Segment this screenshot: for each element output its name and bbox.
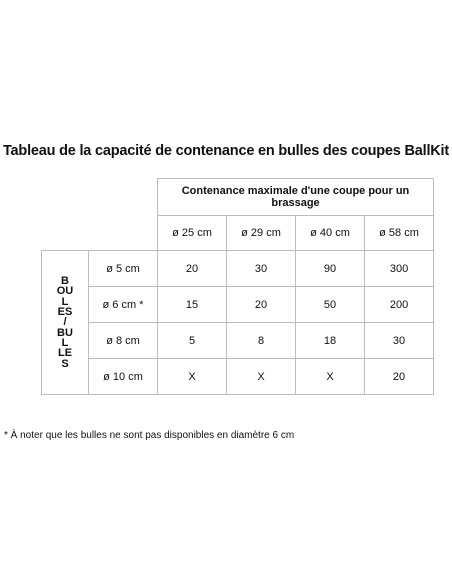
cup-size-header: ø 40 cm [296, 216, 365, 251]
empty-corner-cell [42, 179, 158, 251]
capacity-value: 30 [365, 323, 434, 359]
cup-size-header: ø 25 cm [158, 216, 227, 251]
capacity-value: 200 [365, 287, 434, 323]
capacity-value: X [227, 359, 296, 395]
table-row [42, 323, 434, 359]
side-label-boules-bulles: B OU L ES / BU L LE S [42, 251, 89, 395]
capacity-value: 18 [296, 323, 365, 359]
table-row [42, 287, 434, 323]
capacity-value: 30 [227, 251, 296, 287]
capacity-value: 8 [227, 323, 296, 359]
capacity-header: Contenance maximale d'une coupe pour un brassage [158, 179, 434, 216]
ball-size-label: ø 6 cm * [89, 287, 158, 323]
table-row [42, 359, 434, 395]
capacity-value: 20 [227, 287, 296, 323]
table-row [42, 251, 434, 287]
capacity-value: 20 [158, 251, 227, 287]
ball-size-label: ø 10 cm [89, 359, 158, 395]
cup-size-header: ø 29 cm [227, 216, 296, 251]
capacity-table [41, 178, 434, 395]
footnote: * À noter que les bulles ne sont pas disponibles en diamètre 6 cm [4, 430, 295, 441]
capacity-value: 50 [296, 287, 365, 323]
capacity-value: 20 [365, 359, 434, 395]
capacity-value: X [158, 359, 227, 395]
ball-size-label: ø 5 cm [89, 251, 158, 287]
capacity-value: 15 [158, 287, 227, 323]
cup-size-header: ø 58 cm [365, 216, 434, 251]
capacity-value: 300 [365, 251, 434, 287]
table-header-row [42, 179, 434, 216]
ball-size-label: ø 8 cm [89, 323, 158, 359]
page-title: Tableau de la capacité de contenance en bulles des coupes BallKit [2, 143, 450, 159]
capacity-value: X [296, 359, 365, 395]
capacity-value: 90 [296, 251, 365, 287]
capacity-value: 5 [158, 323, 227, 359]
